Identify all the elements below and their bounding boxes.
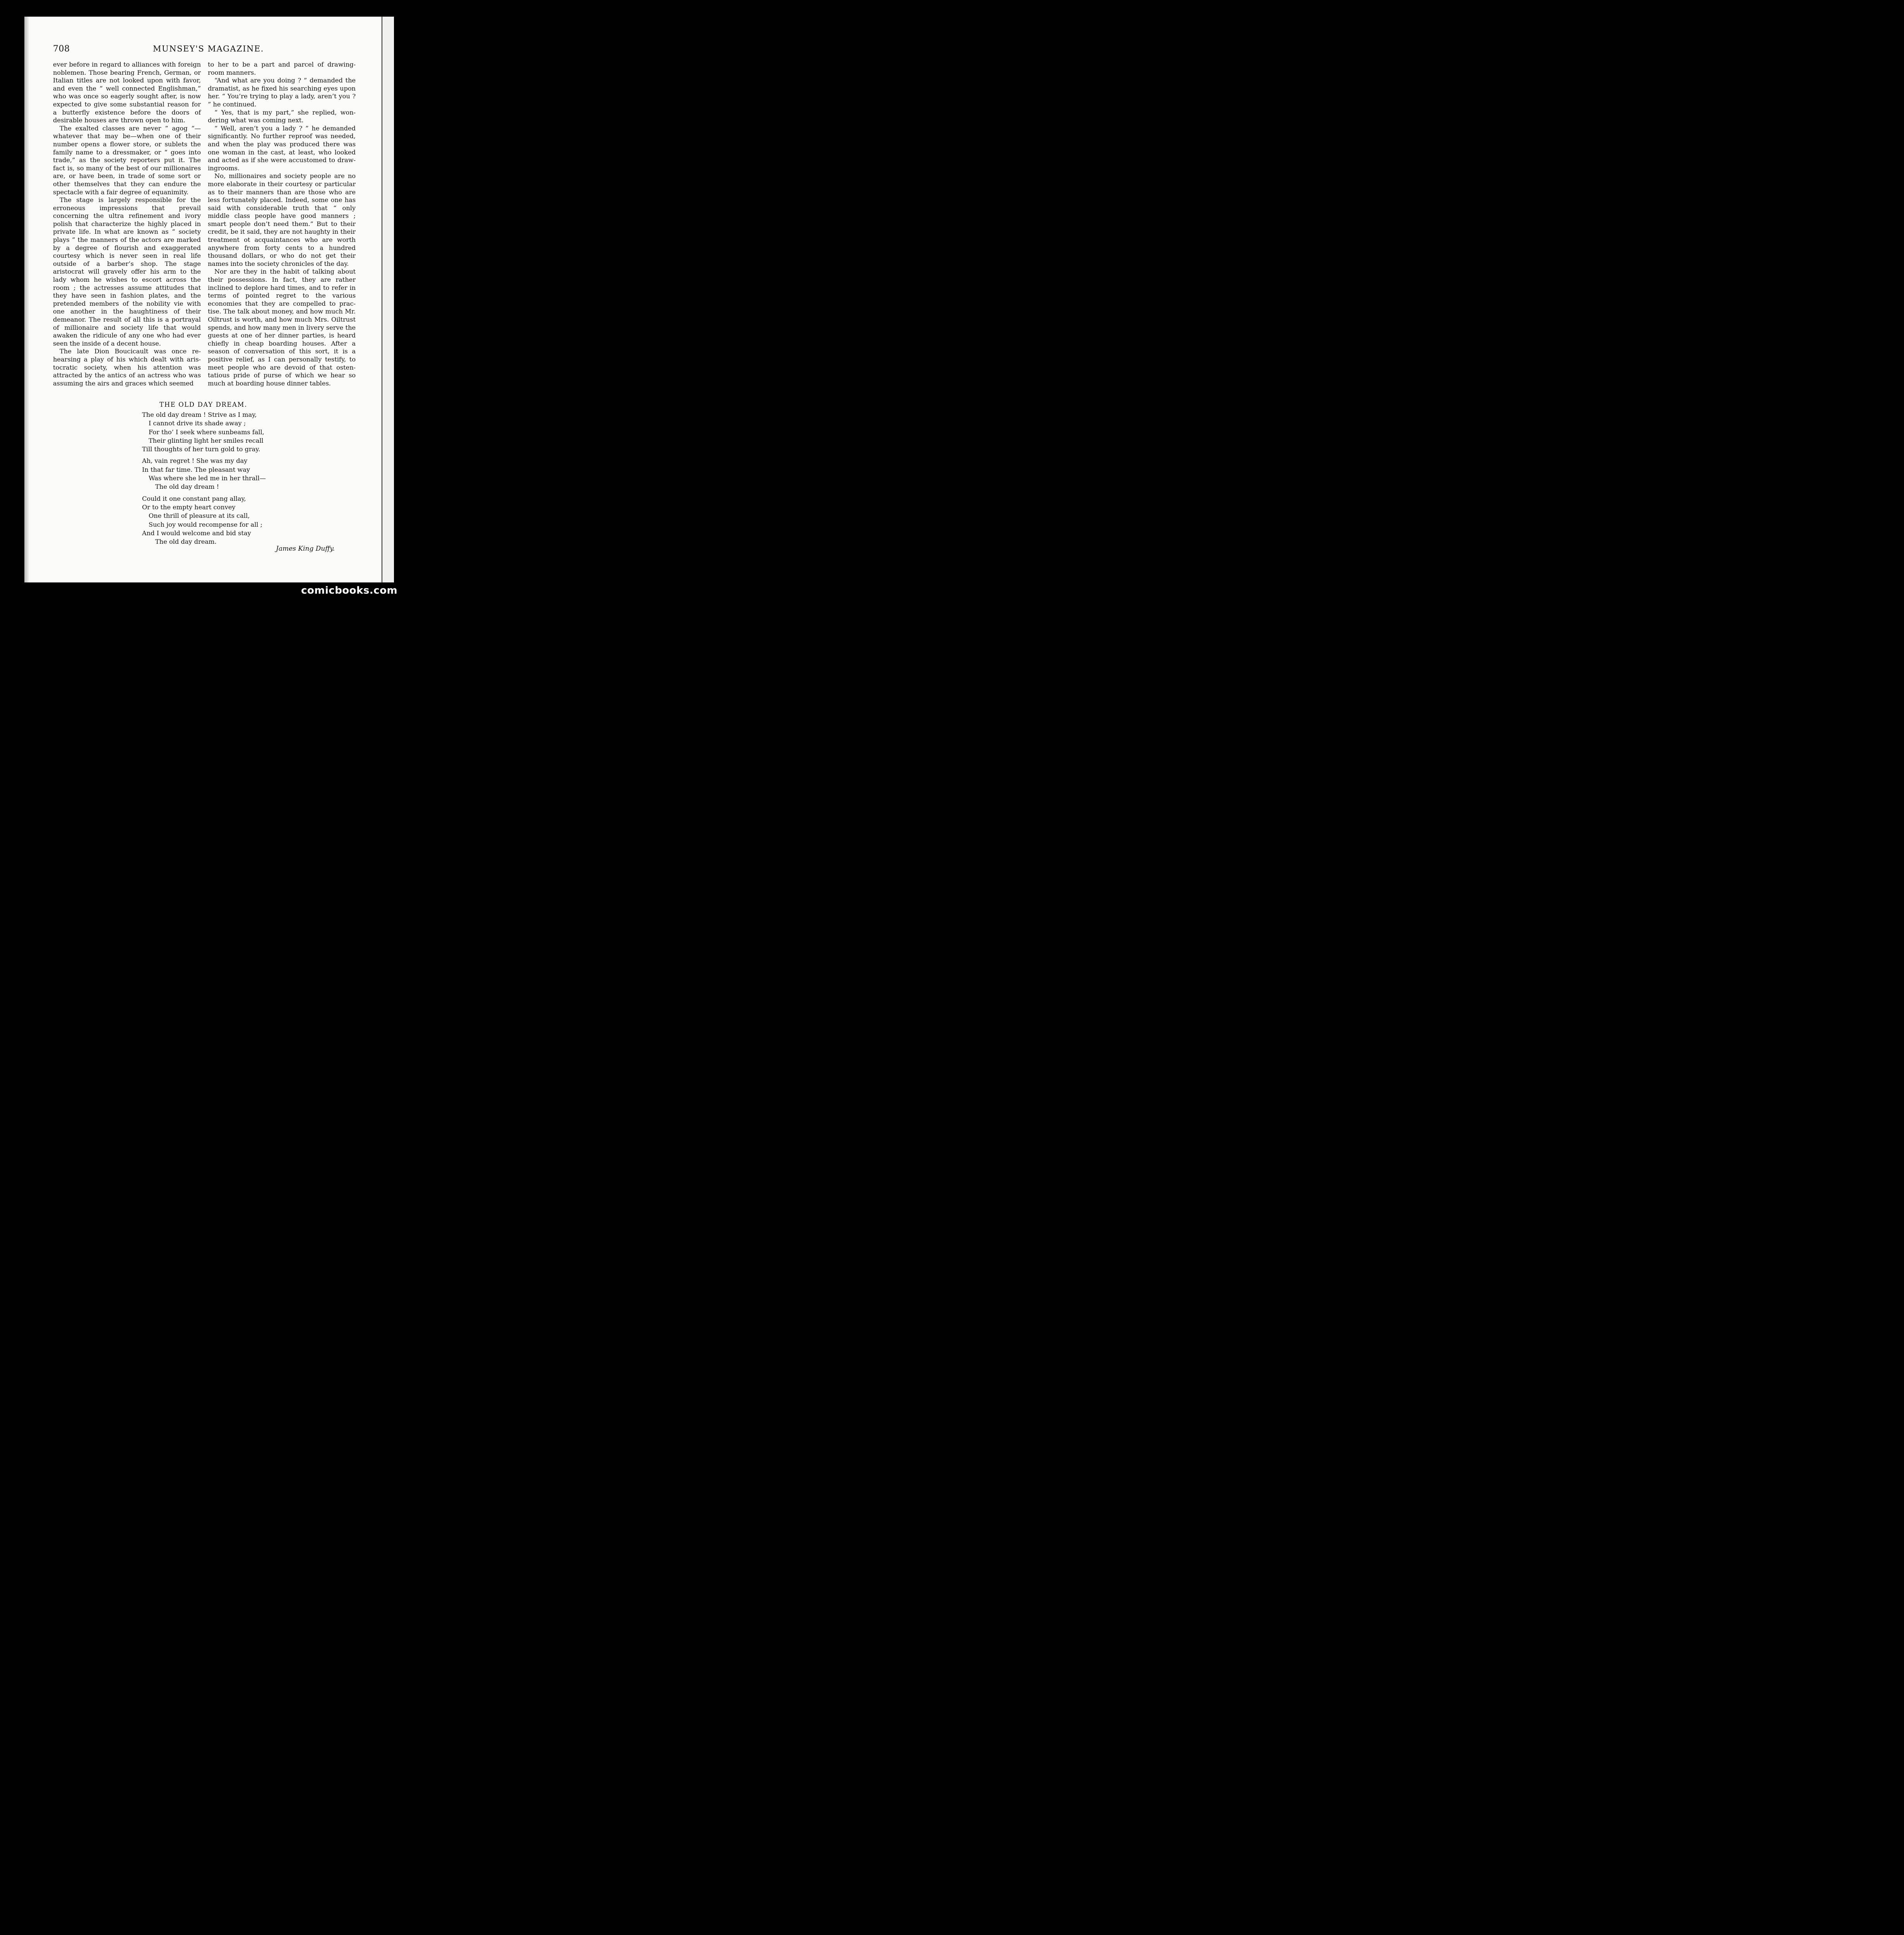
- poem-line: Could it one constant pang allay,: [142, 495, 246, 502]
- poem: [142, 411, 281, 549]
- poem-line: And I would welcome and bid stay: [142, 529, 251, 537]
- paragraph: “ Yes, that is my part,” she replied, wondering what was coming next.: [208, 108, 356, 124]
- left-column: [53, 61, 201, 387]
- poem-stanza: [142, 495, 281, 546]
- poem-line: In that far time. The pleasant way: [142, 466, 250, 473]
- poem-line: Till thoughts of her turn gold to gray.: [142, 445, 260, 453]
- paragraph: No, millionaires and society people are no more elaborate in their courtesy or particular as to their manners than are those who are less fortunately placed. Indeed, some one has said with considerable truth that “ only middle class people have good manners ; smart people don’t need them.” But to their credit, be it said, they are not haughty in their treatment ot acquaintances who are worth anywhere from forty cents to a hundred thousand dollars, or who do not get their names into the society chronicles of the day.: [208, 172, 356, 267]
- running-head: MUNSEY'S MAGAZINE.: [153, 44, 264, 53]
- poem-line: I cannot drive its shade away ;: [149, 420, 246, 427]
- paragraph: “And what are you doing ? ” demanded the dramatist, as he fixed his searching eyes upon her. “ You’re trying to play a lady, aren’t you ? ” he continued.: [208, 77, 356, 108]
- poem-line: For tho’ I seek where sunbeams fall,: [149, 428, 264, 436]
- adjacent-page-strip: [382, 17, 394, 582]
- poem-stanza: [142, 411, 281, 454]
- poem-line: Was where she led me in her thrall—: [149, 474, 266, 482]
- poem-line: The old day dream.: [155, 538, 217, 546]
- poem-author: James King Duffy.: [276, 545, 335, 553]
- poem-title: THE OLD DAY DREAM.: [159, 401, 247, 408]
- poem-line: The old day dream ! Strive as I may,: [142, 411, 257, 418]
- right-column: [208, 61, 356, 387]
- watermark: comicbooks.com: [301, 585, 398, 596]
- poem-line: Their glinting light her smiles recall: [149, 437, 264, 444]
- paragraph: The exalted classes are never “ agog ”— whatever that may be—when one of their number opens a flower store, or sublets the family name to a dressmaker, or “ goes into trade,” as the society reporters put it. The fact is, so many of the best of our millionaires are, or have been, in trade of some sort or other themselves that they can endure the spectacle with a fair degree of equanimity.: [53, 124, 201, 196]
- poem-line: Or to the empty heart convey: [142, 503, 236, 511]
- poem-line: Such joy would recompense for all ;: [149, 521, 263, 528]
- poem-line: The old day dream !: [155, 483, 219, 491]
- paragraph: to her to be a part and parcel of drawing-room manners.: [208, 61, 356, 76]
- paragraph: The late Dion Boucicault was once rehearsing a play of his which dealt with aristocratic society, when his attention was attracted by the antics of an actress who was assuming the airs and graces which seemed: [53, 348, 201, 387]
- poem-line: Ah, vain regret ! She was my day: [142, 457, 248, 465]
- page-edge-shadow: [24, 17, 29, 582]
- page-number: 708: [53, 44, 70, 54]
- poem-line: One thrill of pleasure at its call,: [149, 512, 250, 520]
- paragraph: Nor are they in the habit of talking about their possessions. In fact, they are rather inclined to deplore hard times, and to refer in terms of pointed regret to the various economies that they are compelled to practise. The talk about money, and how much Mr. Oiltrust is worth, and how much Mrs. Oiltrust spends, and how many men in livery serve the guests at one of her dinner parties, is heard chiefly in cheap boarding houses. After a season of conversation of this sort, it is a positive relief, as I can personally testify, to meet people who are devoid of that ostentatious pride of purse of which we hear so much at boarding house dinner tables.: [208, 268, 356, 387]
- poem-stanza: [142, 457, 281, 491]
- paragraph: ever before in regard to alliances with foreign noblemen. Those bearing French, German, or Italian titles are not looked upon with favor, and even the “ well connected Englishman,” who was once so eagerly sought after, is now expected to give some substantial reason for a butterfly existence before the doors of desirable houses are thrown open to him.: [53, 61, 201, 124]
- paragraph: “ Well, aren’t you a lady ? ” he demanded significantly. No further reproof was needed, and when the play was produced there was one woman in the cast, at least, who looked and acted as if she were accustomed to drawingrooms.: [208, 124, 356, 172]
- paragraph: The stage is largely responsible for the erroneous impressions that prevail concerning the ultra refinement and ivory polish that characterize the highly placed in private life. In what are known as “ society plays ” the manners of the actors are marked by a degree of flourish and exaggerated courtesy which is never seen in real life outside of a barber’s shop. The stage aristocrat will gravely offer his arm to the lady whom he wishes to escort across the room ; the actresses assume attitudes that they have seen in fashion plates, and the pretended members of the nobility vie with one another in the haughtiness of their demeanor. The result of all this is a portrayal of millionaire and society life that would awaken the ridicule of any one who had ever seen the inside of a decent house.: [53, 196, 201, 347]
